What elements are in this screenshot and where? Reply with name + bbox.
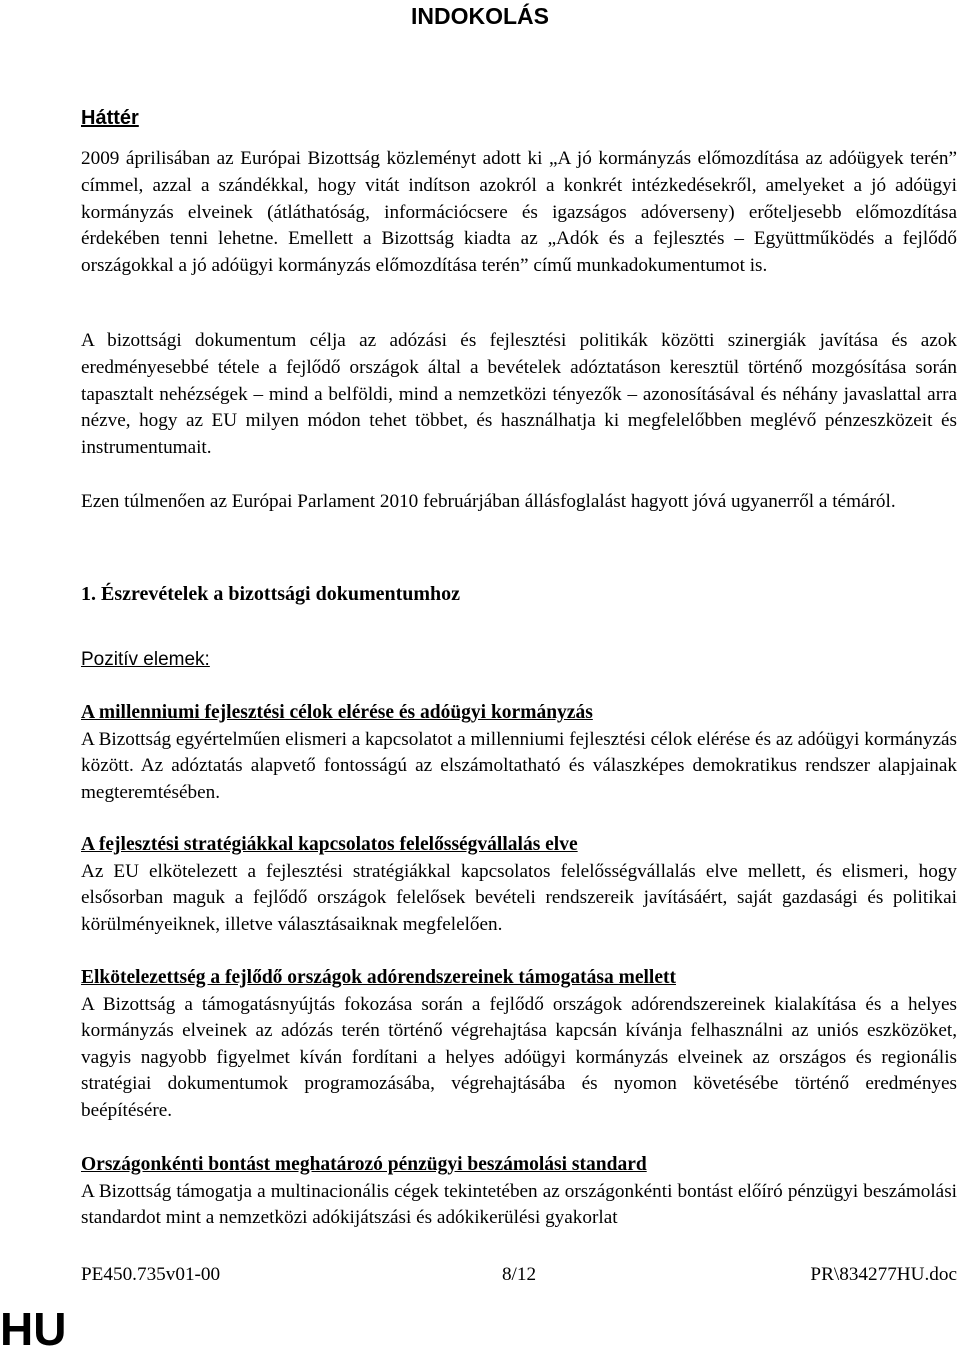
block-heading: Országonkénti bontást meghatározó pénzügyi beszámolási standard <box>81 1154 647 1175</box>
block-heading: Elkötelezettség a fejlődő országok adórendszereinek támogatása mellett <box>81 967 676 988</box>
language-code: HU <box>0 1303 67 1355</box>
block-ownership <box>81 832 957 938</box>
block-heading: A millenniumi fejlesztési célok elérése és adóügyi kormányzás <box>81 702 593 723</box>
page-footer <box>81 1261 957 1289</box>
paragraph-intro: 2009 áprilisában az Európai Bizottság közleményt adott ki „A jó kormányzás előmozdítása az adóügyek terén” címmel, azzal a szándékkal, hogy vitát indítson azokról a konkrét intézkedésekről, amelyeket a jó adóügyi kormányzás elveinek (átláthatóság, információcsere és igazságos adóverseny) erőteljesebb előmozdítása érdekében tenni lehetne. Emellett a Bizottság kiadta az „Adók és a fejlesztés – Együttműködés a fejlődő országokkal a jó adóügyi kormányzás előmozdítása terén” című munkadokumentumot is. <box>81 148 957 277</box>
block-commitment <box>81 965 957 1125</box>
subsection-heading: Pozitív elemek: <box>81 649 210 670</box>
page-number: 8/12 <box>501 1264 537 1285</box>
paragraph-purpose: A bizottsági dokumentum célja az adózási és fejlesztési politikák közötti szinergiák javítása és azok eredményesebbé tétele a fejlődő országok által a bevételek adóztatáson keresztül történő mozgósítása során tapasztalt nehézségek – mind a belföldi, mind a nemzetközi tényezők – azonosításával és néhány javaslattal arra nézve, hogy az EU milyen módon tehet többet, és használhatja ki megfelelőbben meglévő pénzeszközeit és instrumentumait. <box>81 330 957 459</box>
section-heading: 1. Észrevételek a bizottsági dokumentumhoz <box>81 583 461 605</box>
file-reference: PR\834277HU.doc <box>810 1264 957 1285</box>
block-heading: A fejlesztési stratégiákkal kapcsolatos felelősségvállalás elve <box>81 834 578 855</box>
paragraph-parliament: Ezen túlmenően az Európai Parlament 2010 februárjában állásfoglalást hagyott jóvá ugyanerről a témáról. <box>81 491 896 512</box>
block-text: A Bizottság egyértelműen elismeri a kapcsolatot a millenniumi fejlesztési célok elérése és az adóügyi kormányzás között. Az adóztatás alapvető fontosságú az elszámoltatható és válaszképes demokratikus rendszer alapjainak megteremtésében. <box>81 728 957 803</box>
block-reporting-standard <box>81 1152 957 1232</box>
background-heading: Háttér <box>81 107 139 129</box>
block-text: A Bizottság a támogatásnyújtás fokozása során a fejlődő országok adórendszereinek kialakítása és a helyes kormányzás elveinek az adózás terén történő végrehajtása kapcsán kívánja felhasználni az uniós eszközöket, vagyis nagyobb figyelmet kíván fordítani a helyes adóügyi kormányzás elveinek az országos és regionális stratégiai dokumentumok programozásába, végrehajtásába és nyomon követésébe történő eredményes beépítésére. <box>81 993 957 1121</box>
block-text: Az EU elkötelezett a fejlesztési stratégiákkal kapcsolatos felelősségvállalás elve mellett, és elismeri, hogy elsősorban maguk a fejlődő országok felelősek bevételi rendszereik javításáért, saját gazdasági és politikai körülményeiknek, illetve választásaiknak megfelelően. <box>81 860 957 935</box>
block-text: A Bizottság támogatja a multinacionális cégek tekintetében az országonkénti bontást előíró pénzügyi beszámolási standardot mint a nemzetközi adókijátszási és adókikerülési gyakorlat <box>81 1180 957 1229</box>
document-reference: PE450.735v01-00 <box>81 1264 221 1285</box>
block-mdg <box>81 700 957 806</box>
document-title: INDOKOLÁS <box>411 3 549 29</box>
